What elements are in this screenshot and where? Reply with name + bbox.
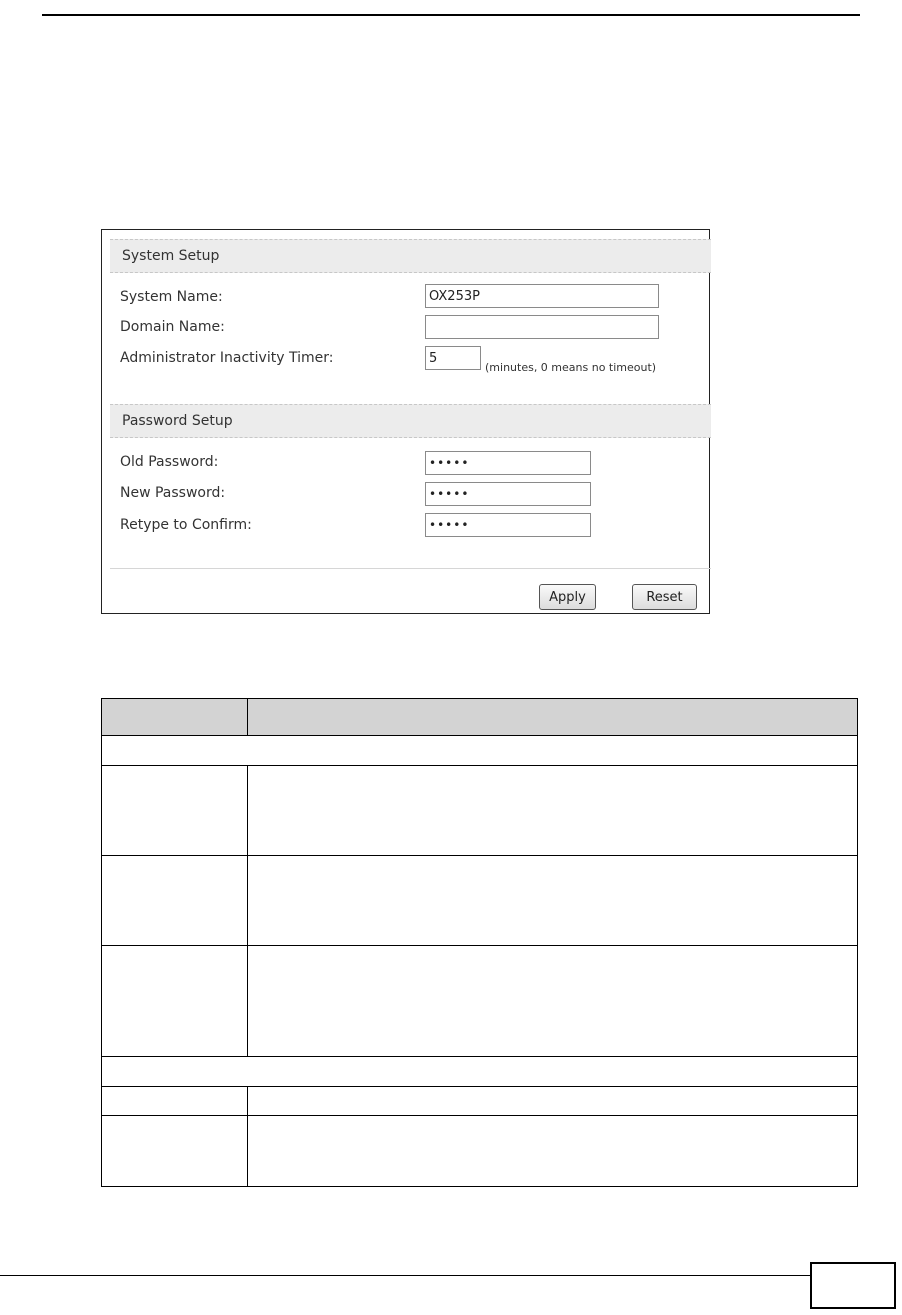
header-rule bbox=[42, 14, 860, 16]
system-setup-header bbox=[110, 239, 711, 273]
table-cell bbox=[102, 766, 248, 856]
retype-password-label: Retype to Confirm: bbox=[120, 517, 252, 533]
system-setup-panel bbox=[101, 229, 710, 614]
table-cell bbox=[102, 1116, 248, 1187]
table-row bbox=[102, 1087, 858, 1116]
table-header-cell bbox=[248, 699, 858, 736]
table-section-row bbox=[102, 736, 858, 766]
page-number-box bbox=[810, 1262, 896, 1309]
field-description-table bbox=[101, 698, 858, 1187]
old-password-label: Old Password: bbox=[120, 454, 219, 470]
table-header-cell bbox=[102, 699, 248, 736]
button-divider bbox=[110, 568, 711, 569]
table-cell bbox=[102, 946, 248, 1057]
reset-button[interactable]: Reset bbox=[632, 584, 697, 610]
system-setup-title: System Setup bbox=[122, 248, 220, 264]
table-row bbox=[102, 766, 858, 856]
table-section-cell bbox=[102, 736, 858, 766]
retype-password-input[interactable] bbox=[425, 513, 591, 537]
table-section-row bbox=[102, 1057, 858, 1087]
table-header-row bbox=[102, 699, 858, 736]
table-cell bbox=[248, 856, 858, 946]
table-cell bbox=[248, 946, 858, 1057]
table-row bbox=[102, 946, 858, 1057]
password-setup-title: Password Setup bbox=[122, 413, 233, 429]
apply-button[interactable]: Apply bbox=[539, 584, 596, 610]
new-password-input[interactable] bbox=[425, 482, 591, 506]
table-cell bbox=[102, 1087, 248, 1116]
inactivity-timer-input[interactable] bbox=[425, 346, 481, 370]
table-cell bbox=[248, 1116, 858, 1187]
password-setup-header bbox=[110, 404, 711, 438]
system-name-input[interactable] bbox=[425, 284, 659, 308]
table-section-cell bbox=[102, 1057, 858, 1087]
table-row bbox=[102, 1116, 858, 1187]
inactivity-timer-hint: (minutes, 0 means no timeout) bbox=[485, 361, 657, 374]
old-password-input[interactable] bbox=[425, 451, 591, 475]
table-cell bbox=[248, 766, 858, 856]
domain-name-label: Domain Name: bbox=[120, 319, 225, 335]
inactivity-timer-label: Administrator Inactivity Timer: bbox=[120, 350, 334, 366]
table-cell bbox=[248, 1087, 858, 1116]
new-password-label: New Password: bbox=[120, 485, 226, 501]
domain-name-input[interactable] bbox=[425, 315, 659, 339]
footer-rule bbox=[0, 1275, 810, 1276]
table-row bbox=[102, 856, 858, 946]
table-cell bbox=[102, 856, 248, 946]
system-name-label: System Name: bbox=[120, 289, 223, 305]
